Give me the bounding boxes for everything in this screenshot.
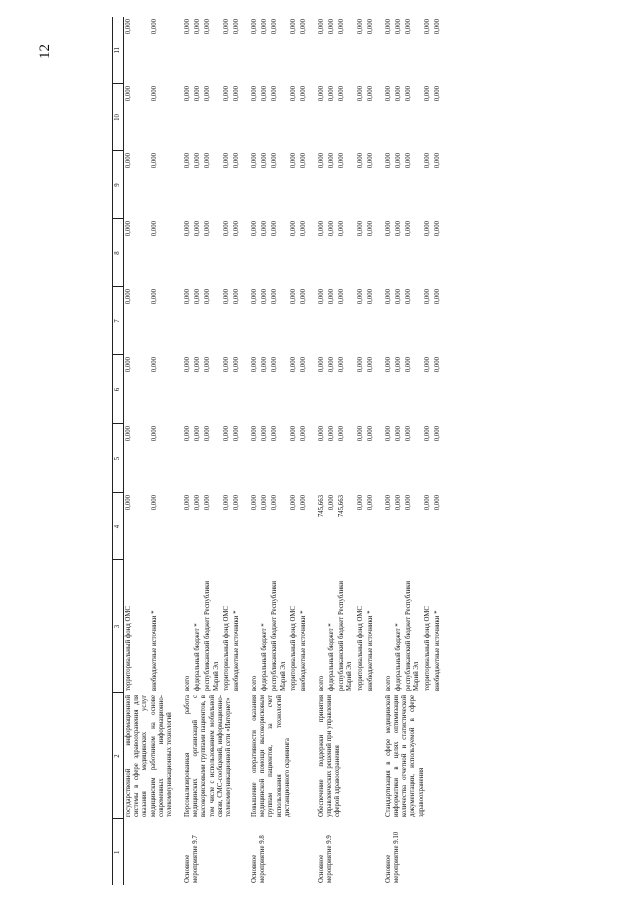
activity-description-cell: Обеспечение поддержки принятия управленческих решений при управлении сферой здравоохранения	[317, 695, 342, 817]
value-cell: 0,000	[356, 153, 364, 169]
value-cell: 0,000	[261, 426, 269, 442]
value-cell: 0,000	[204, 221, 212, 237]
value-cell: 0,000	[222, 153, 230, 169]
value-cell: 0,000	[232, 426, 240, 442]
funding-source-cell: федеральный бюджет *	[328, 623, 336, 691]
value-cell: 0,000	[317, 426, 325, 442]
value-cell: 0,000	[251, 86, 259, 102]
value-cell: 0,000	[150, 221, 158, 237]
value-cell: 0,000	[328, 153, 336, 169]
value-cell: 0,000	[395, 289, 403, 305]
funding-source-cell: внебюджетные источники *	[232, 610, 240, 691]
value-cell: 0,000	[366, 221, 374, 237]
funding-source-cell: республиканский бюджет Республики Марий Эл	[271, 580, 287, 691]
value-cell: 0,000	[423, 19, 431, 35]
value-cell: 0,000	[433, 495, 441, 511]
header-cell: 10	[113, 84, 124, 151]
value-cell: 0,000	[194, 289, 202, 305]
header-cell: 5	[113, 424, 124, 493]
funding-source-cell: внебюджетные источники *	[433, 610, 441, 691]
value-cell: 0,000	[271, 426, 279, 442]
value-cell: 0,000	[232, 19, 240, 35]
header-cell: 2	[113, 693, 124, 819]
value-cell: 0,000	[317, 357, 325, 373]
value-cell: 0,000	[251, 153, 259, 169]
funding-source-cell: территориальный фонд ОМС	[289, 606, 297, 691]
value-cell: 0,000	[289, 153, 297, 169]
value-cell: 0,000	[405, 86, 413, 102]
value-cell: 0,000	[271, 357, 279, 373]
value-cell: 0,000	[261, 495, 269, 511]
value-cell: 0,000	[289, 289, 297, 305]
value-cell: 0,000	[423, 153, 431, 169]
value-cell: 0,000	[261, 153, 269, 169]
value-cell: 0,000	[261, 86, 269, 102]
value-cell: 0,000	[405, 221, 413, 237]
value-cell: 0,000	[222, 426, 230, 442]
table-row	[183, 17, 193, 885]
value-cell: 0,000	[150, 86, 158, 102]
value-cell: 0,000	[251, 19, 259, 35]
header-cell: 4	[113, 493, 124, 560]
value-cell: 0,000	[204, 289, 212, 305]
value-cell: 0,000	[222, 19, 230, 35]
value-cell: 0,000	[328, 357, 336, 373]
value-cell: 0,000	[395, 495, 403, 511]
value-cell: 0,000	[184, 357, 192, 373]
value-cell: 0,000	[125, 86, 133, 102]
value-cell: 0,000	[384, 426, 392, 442]
value-cell: 0,000	[222, 86, 230, 102]
value-cell: 0,000	[384, 153, 392, 169]
activity-code-cell	[124, 819, 175, 885]
value-cell: 0,000	[289, 86, 297, 102]
value-cell: 0,000	[366, 426, 374, 442]
value-cell: 0,000	[405, 19, 413, 35]
value-cell: 0,000	[395, 357, 403, 373]
funding-source-cell: всего	[251, 675, 259, 691]
value-cell: 0,000	[125, 221, 133, 237]
value-cell: 0,000	[366, 357, 374, 373]
value-cell: 0,000	[184, 86, 192, 102]
value-cell: 0,000	[251, 357, 259, 373]
value-cell: 0,000	[204, 357, 212, 373]
table-row	[124, 17, 150, 885]
table-row	[250, 17, 260, 885]
value-cell: 0,000	[423, 426, 431, 442]
value-cell: 0,000	[395, 86, 403, 102]
value-cell: 0,000	[338, 19, 346, 35]
value-cell: 0,000	[271, 221, 279, 237]
value-cell: 0,000	[317, 153, 325, 169]
activity-code-cell: Основное мероприятие 9.8	[251, 835, 267, 883]
value-cell: 0,000	[338, 426, 346, 442]
value-cell: 0,000	[150, 357, 158, 373]
value-cell: 0,000	[299, 289, 307, 305]
page-number: 12	[37, 44, 53, 59]
value-cell: 0,000	[338, 357, 346, 373]
value-cell: 0,000	[289, 221, 297, 237]
value-cell: 0,000	[328, 289, 336, 305]
value-cell: 745,663	[338, 495, 346, 518]
value-cell: 0,000	[338, 221, 346, 237]
header-cell: 8	[113, 219, 124, 287]
value-cell: 0,000	[366, 495, 374, 511]
value-cell: 0,000	[299, 426, 307, 442]
value-cell: 0,000	[204, 153, 212, 169]
value-cell: 0,000	[125, 153, 133, 169]
table-row	[317, 17, 327, 885]
value-cell: 0,000	[184, 19, 192, 35]
value-cell: 0,000	[395, 19, 403, 35]
value-cell: 0,000	[405, 153, 413, 169]
value-cell: 0,000	[125, 426, 133, 442]
value-cell: 0,000	[328, 19, 336, 35]
value-cell: 0,000	[328, 495, 336, 511]
value-cell: 0,000	[433, 426, 441, 442]
funding-source-cell: республиканский бюджет Республики Марий Эл	[204, 580, 220, 691]
value-cell: 0,000	[204, 495, 212, 511]
value-cell: 0,000	[384, 86, 392, 102]
value-cell: 0,000	[184, 289, 192, 305]
value-cell: 0,000	[150, 426, 158, 442]
value-cell: 0,000	[338, 289, 346, 305]
table-body	[113, 17, 443, 885]
value-cell: 0,000	[150, 495, 158, 511]
value-cell: 0,000	[366, 153, 374, 169]
value-cell: 0,000	[356, 495, 364, 511]
table-row	[384, 17, 394, 885]
value-cell: 0,000	[184, 153, 192, 169]
value-cell: 0,000	[423, 495, 431, 511]
funding-table	[112, 17, 443, 885]
value-cell: 0,000	[261, 289, 269, 305]
value-cell: 0,000	[194, 19, 202, 35]
funding-source-cell: территориальный фонд ОМС	[356, 606, 364, 691]
value-cell: 0,000	[125, 19, 133, 35]
value-cell: 0,000	[271, 19, 279, 35]
value-cell: 0,000	[338, 153, 346, 169]
value-cell: 0,000	[384, 19, 392, 35]
value-cell: 0,000	[271, 289, 279, 305]
value-cell: 0,000	[125, 357, 133, 373]
value-cell: 0,000	[222, 495, 230, 511]
value-cell: 0,000	[395, 221, 403, 237]
value-cell: 0,000	[366, 19, 374, 35]
value-cell: 0,000	[423, 357, 431, 373]
value-cell: 0,000	[222, 221, 230, 237]
value-cell: 0,000	[194, 495, 202, 511]
group-spacer	[242, 17, 250, 885]
value-cell: 0,000	[194, 86, 202, 102]
value-cell: 0,000	[251, 426, 259, 442]
value-cell: 0,000	[232, 289, 240, 305]
activity-description-cell: Персонализированная работа медицинских организаций с высокорисковыми группами пациентов, в том числе с использованием мобильной связи, СМС-сообщений, информационно-телекоммуникационной сети «Интернет»	[184, 695, 232, 817]
value-cell: 0,000	[384, 357, 392, 373]
value-cell: 0,000	[204, 19, 212, 35]
value-cell: 0,000	[317, 19, 325, 35]
value-cell: 0,000	[384, 289, 392, 305]
value-cell: 0,000	[423, 289, 431, 305]
value-cell: 0,000	[150, 19, 158, 35]
header-cell: 11	[113, 17, 124, 84]
funding-source-cell: республиканский бюджет Республики Марий Эл	[405, 580, 421, 691]
funding-source-cell: федеральный бюджет *	[395, 623, 403, 691]
value-cell: 0,000	[433, 86, 441, 102]
value-cell: 0,000	[356, 19, 364, 35]
header-cell: 7	[113, 287, 124, 355]
value-cell: 0,000	[356, 357, 364, 373]
value-cell: 0,000	[194, 221, 202, 237]
value-cell: 0,000	[328, 86, 336, 102]
value-cell: 0,000	[271, 495, 279, 511]
header-cell: 1	[113, 819, 124, 885]
value-cell: 0,000	[289, 19, 297, 35]
value-cell: 0,000	[251, 495, 259, 511]
funding-source-cell: территориальный фонд ОМС	[222, 606, 230, 691]
activity-code-cell: Основное мероприятие 9.10	[384, 831, 401, 883]
group-spacer	[309, 17, 317, 885]
value-cell: 0,000	[423, 86, 431, 102]
value-cell: 0,000	[194, 153, 202, 169]
funding-source-cell: территориальный фонд ОМС	[125, 606, 133, 691]
value-cell: 0,000	[328, 221, 336, 237]
value-cell: 0,000	[204, 86, 212, 102]
value-cell: 0,000	[150, 153, 158, 169]
value-cell: 0,000	[232, 495, 240, 511]
value-cell: 0,000	[251, 221, 259, 237]
value-cell: 0,000	[194, 426, 202, 442]
funding-source-cell: всего	[184, 675, 192, 691]
value-cell: 0,000	[433, 153, 441, 169]
funding-source-cell: федеральный бюджет *	[261, 623, 269, 691]
value-cell: 0,000	[433, 289, 441, 305]
value-cell: 0,000	[299, 86, 307, 102]
funding-source-cell: федеральный бюджет *	[194, 623, 202, 691]
value-cell: 0,000	[222, 289, 230, 305]
funding-source-cell: внебюджетные источники *	[150, 610, 158, 691]
activity-description-cell: государственной информационной системы в сфере здравоохранения для оказания медицинских услуг медицинским работником на основе современных информационно-телекоммуникационных технологий	[125, 695, 173, 817]
header-cell: 6	[113, 355, 124, 424]
activity-description-cell: Стандартизация в сфере медицинской информатики в целях оптимизации количества отчетной и статистической документации, используемой в сфере здравоохранения	[384, 695, 425, 817]
funding-source-cell: всего	[384, 675, 392, 691]
value-cell: 0,000	[356, 221, 364, 237]
value-cell: 0,000	[366, 289, 374, 305]
group-spacer	[376, 17, 384, 885]
value-cell: 0,000	[204, 426, 212, 442]
value-cell: 0,000	[150, 289, 158, 305]
value-cell: 0,000	[232, 357, 240, 373]
value-cell: 0,000	[261, 357, 269, 373]
activity-code-cell: Основное мероприятие 9.7	[184, 835, 200, 883]
value-cell: 0,000	[395, 153, 403, 169]
value-cell: 0,000	[405, 289, 413, 305]
value-cell: 0,000	[289, 357, 297, 373]
value-cell: 0,000	[317, 289, 325, 305]
value-cell: 0,000	[405, 357, 413, 373]
header-row	[113, 17, 124, 885]
value-cell: 0,000	[317, 86, 325, 102]
group-spacer	[175, 17, 183, 885]
value-cell: 0,000	[338, 86, 346, 102]
value-cell: 0,000	[232, 153, 240, 169]
value-cell: 0,000	[232, 221, 240, 237]
activity-code-cell: Основное мероприятие 9.9	[317, 835, 334, 883]
value-cell: 0,000	[423, 221, 431, 237]
value-cell: 0,000	[384, 221, 392, 237]
header-cell: 3	[113, 560, 124, 693]
value-cell: 0,000	[232, 86, 240, 102]
value-cell: 0,000	[395, 426, 403, 442]
value-cell: 0,000	[299, 495, 307, 511]
value-cell: 0,000	[405, 426, 413, 442]
value-cell: 0,000	[299, 357, 307, 373]
value-cell: 745,663	[317, 495, 325, 518]
value-cell: 0,000	[299, 221, 307, 237]
funding-source-cell: внебюджетные источники *	[366, 610, 374, 691]
value-cell: 0,000	[222, 357, 230, 373]
funding-source-cell: республиканский бюджет Республики Марий Эл	[338, 580, 354, 691]
funding-source-cell: территориальный фонд ОМС	[423, 606, 431, 691]
value-cell: 0,000	[299, 19, 307, 35]
value-cell: 0,000	[328, 426, 336, 442]
value-cell: 0,000	[184, 221, 192, 237]
funding-source-cell: внебюджетные источники *	[299, 610, 307, 691]
value-cell: 0,000	[261, 221, 269, 237]
value-cell: 0,000	[384, 495, 392, 511]
value-cell: 0,000	[125, 495, 133, 511]
value-cell: 0,000	[356, 86, 364, 102]
value-cell: 0,000	[356, 289, 364, 305]
value-cell: 0,000	[289, 426, 297, 442]
value-cell: 0,000	[125, 289, 133, 305]
value-cell: 0,000	[433, 357, 441, 373]
value-cell: 0,000	[194, 357, 202, 373]
activity-description-cell: Повышение оперативности оказания медицинской помощи высокорисковым группам пациентов, за счет использования технологий дистанционного скрининга	[251, 695, 291, 817]
value-cell: 0,000	[366, 86, 374, 102]
value-cell: 0,000	[405, 495, 413, 511]
value-cell: 0,000	[289, 495, 297, 511]
value-cell: 0,000	[184, 426, 192, 442]
value-cell: 0,000	[433, 19, 441, 35]
value-cell: 0,000	[251, 289, 259, 305]
funding-source-cell: всего	[317, 675, 325, 691]
value-cell: 0,000	[271, 86, 279, 102]
value-cell: 0,000	[356, 426, 364, 442]
value-cell: 0,000	[299, 153, 307, 169]
value-cell: 0,000	[317, 221, 325, 237]
value-cell: 0,000	[271, 153, 279, 169]
header-cell: 9	[113, 151, 124, 219]
value-cell: 0,000	[261, 19, 269, 35]
value-cell: 0,000	[184, 495, 192, 511]
value-cell: 0,000	[433, 221, 441, 237]
